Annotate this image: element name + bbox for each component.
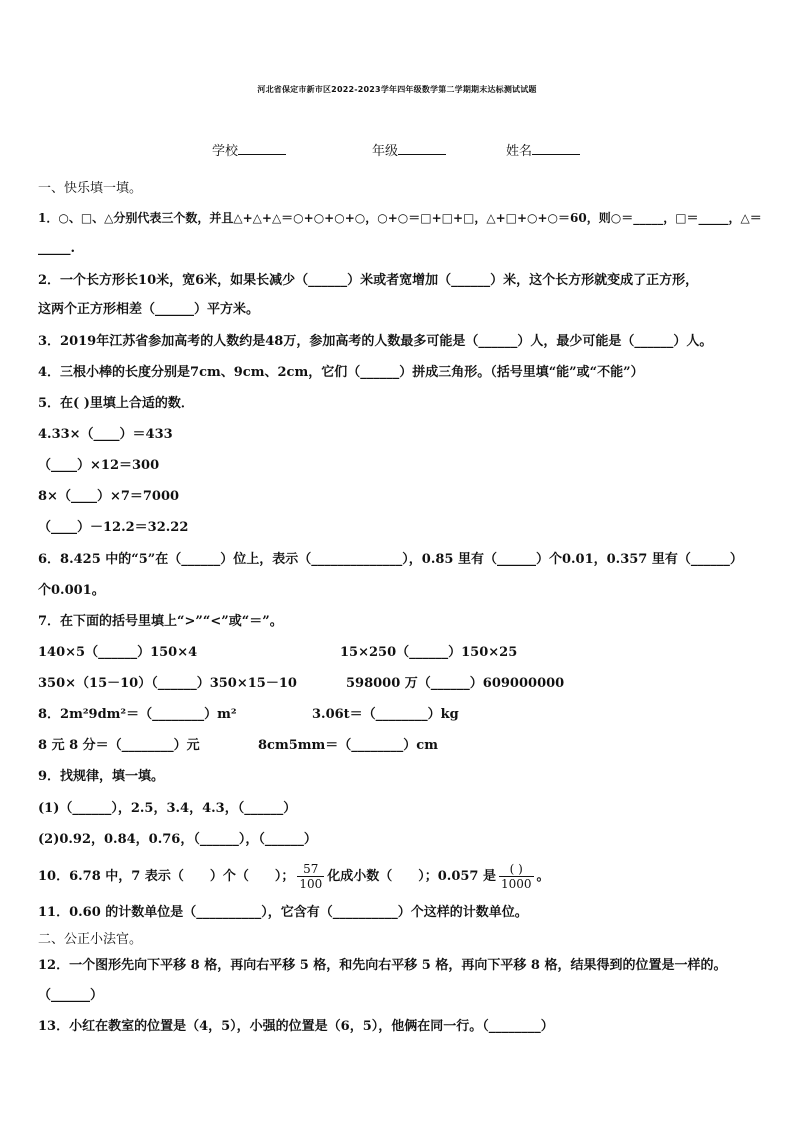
question-12-line-2: （______） <box>38 988 104 1003</box>
question-5: 5．在( )里填上合适的数． <box>38 396 194 411</box>
question-10-start: 10．6.78 中，7 表示（ ）个（ ）； <box>38 869 295 884</box>
question-9: 9．找规律，填一填。 <box>38 769 165 784</box>
grade-label: 年级 <box>372 144 399 159</box>
question-2-line-1: 2．一个长方形长10米，宽6米，如果长减少（______）米或者宽增加（______）米，这个长方形就变成了正方形， <box>38 273 699 288</box>
question-7-item-a: 140×5（______）150×4 <box>38 645 198 660</box>
question-11: 11．0.60 的计数单位是（__________），它含有（__________）个这样的计数单位。 <box>38 905 528 920</box>
fraction-numerator-blank: ( ) <box>499 862 534 877</box>
school-field[interactable] <box>212 140 286 159</box>
question-4: 4．三根小棒的长度分别是7cm、9cm、2cm，它们（______）拼成三角形。（括号里填“能”或“不能”） <box>38 365 644 380</box>
question-8-item-c: 8 元 8 分＝（________）元 <box>38 738 200 753</box>
grade-field[interactable] <box>372 140 446 159</box>
question-9-item-1: (1)（______），2.5，3.4，4.3，（______） <box>38 801 297 816</box>
question-10-middle: 化成小数（ ）；0.057 是 <box>327 869 496 884</box>
question-5-item-d: （____）－12.2＝32.22 <box>38 520 189 535</box>
question-9-item-2: (2)0.92，0.84，0.76，（______），（______） <box>38 832 317 847</box>
question-5-item-c: 8×（____）×7＝7000 <box>38 489 180 504</box>
question-7-item-d: 598000 万（______）609000000 <box>346 676 565 691</box>
name-blank[interactable] <box>532 142 580 155</box>
question-6-line-1: 6．8.425 中的“5”在（______）位上，表示（______________），0.85 里有（______）个0.01，0.357 里有（______） <box>38 552 743 567</box>
question-7: 7．在下面的括号里填上“>”“<”或“＝”。 <box>38 614 283 629</box>
question-8-item-a: 8．2m²9dm²＝（________）m² <box>38 707 237 722</box>
name-label: 姓名 <box>506 144 533 159</box>
grade-blank[interactable] <box>398 142 446 155</box>
section-heading-1: 一、快乐填一填。 <box>38 181 143 196</box>
fraction-57-100 <box>297 862 324 891</box>
fraction-denominator: 100 <box>299 877 323 891</box>
page-title: 河北省保定市新市区2022-2023学年四年级数学第二学期期末达标测试试题 <box>257 85 537 94</box>
question-1-line-2: _____. <box>38 241 76 256</box>
fraction-denominator: 1000 <box>501 877 532 891</box>
school-blank[interactable] <box>238 142 286 155</box>
question-13: 13．小红在教室的位置是（4，5），小强的位置是（6，5），他俩在同一行。（________） <box>38 1019 554 1034</box>
question-12-line-1: 12．一个图形先向下平移 8 格，再向右平移 5 格，和先向右平移 5 格，再向下平移 8 格，结果得到的位置是一样的。 <box>38 958 727 973</box>
question-8-item-d: 8cm5mm＝（________）cm <box>258 738 438 753</box>
question-5-item-a: 4.33×（____）＝433 <box>38 427 173 442</box>
school-label: 学校 <box>212 144 239 159</box>
question-10 <box>38 862 550 892</box>
question-6-line-2: 个0.001。 <box>38 583 105 598</box>
fraction-blank-1000 <box>499 862 534 891</box>
question-7-item-c: 350×（15－10）（______）350×15－10 <box>38 676 297 691</box>
question-3: 3．2019年江苏省参加高考的人数约是48万，参加高考的人数最多可能是（______）人，最少可能是（______）人。 <box>38 334 713 349</box>
question-8-item-b: 3.06t＝（________）kg <box>312 707 459 722</box>
name-field[interactable] <box>506 140 580 159</box>
question-10-end: 。 <box>536 869 550 884</box>
question-7-item-b: 15×250（______）150×25 <box>340 645 518 660</box>
question-5-item-b: （____）×12＝300 <box>38 458 160 473</box>
question-1-line-1: 1．○、□、△分别代表三个数，并且△+△+△＝○+○+○+○，○+○＝□+□+□，△+□+○+○＝60，则○＝_____，□＝_____，△＝ <box>38 211 762 225</box>
question-2-line-2: 这两个正方形相差（______）平方米。 <box>38 302 260 317</box>
section-heading-2: 二、公正小法官。 <box>38 932 143 947</box>
fraction-numerator: 57 <box>297 862 324 877</box>
